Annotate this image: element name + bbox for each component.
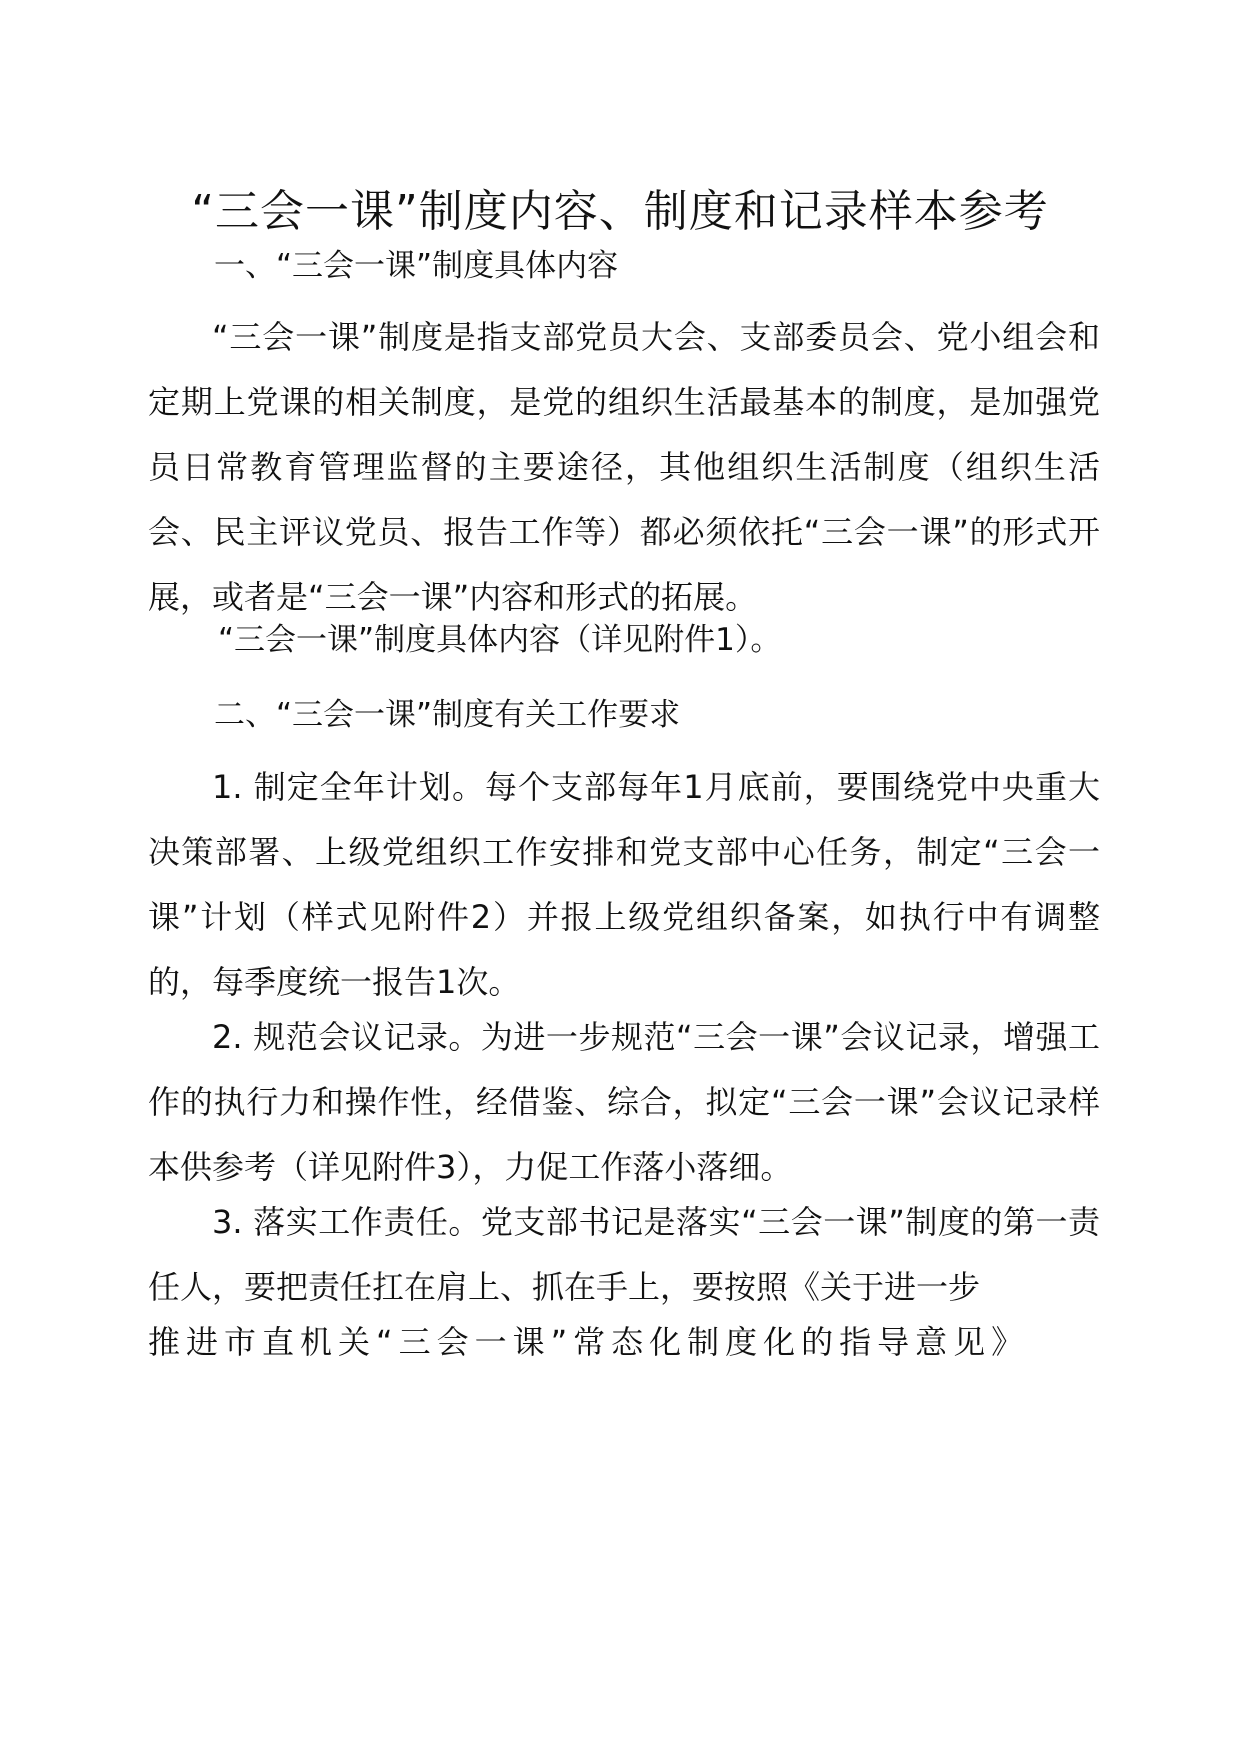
section-1-paragraph: “三会一课”制度是指支部党员大会、支部委员会、党小组会和定期上党课的相关制度，是党的组织生活最基本的制度，是加强党员日常教育管理监督的主要途径，其他组织生活制度（组织生活会、民主评议党员、报告工作等）都必须依托“三会一课”的形式开展，或者是“三会一课”内容和形式的拓展。 xyxy=(148,318,1100,616)
requirement-item-3: 3. 落实工作责任。党支部书记是落实“三会一课”制度的第一责任人，要把责任扛在肩上、抓在手上，要按照《关于进一步 xyxy=(148,1203,1100,1306)
section-2-heading: 二、“三会一课”制度有关工作要求 xyxy=(214,697,681,733)
requirement-item-2: 2. 规范会议记录。为进一步规范“三会一课”会议记录，增强工作的执行力和操作性，经借鉴、综合，拟定“三会一课”会议记录样本供参考（详见附件3），力促工作落小落细。 xyxy=(148,1018,1100,1186)
document-title: “三会一课”制度内容、制度和记录样本参考 xyxy=(191,186,1049,237)
requirement-item-1: 1. 制定全年计划。每个支部每年1月底前，要围绕党中央重大决策部署、上级党组织工作安排和党支部中心任务，制定“三会一课”计划（样式见附件2）并报上级党组织备案，如执行中有调整的，每季度统一报告1次。 xyxy=(148,768,1100,1001)
section-1-heading: 一、“三会一课”制度具体内容 xyxy=(214,248,619,284)
requirement-item-3-last-line: 推进市直机关“三会一课”常态化制度化的指导意见》 xyxy=(148,1323,1030,1361)
section-1-reference: “三会一课”制度具体内容（详见附件1）。 xyxy=(218,622,782,658)
